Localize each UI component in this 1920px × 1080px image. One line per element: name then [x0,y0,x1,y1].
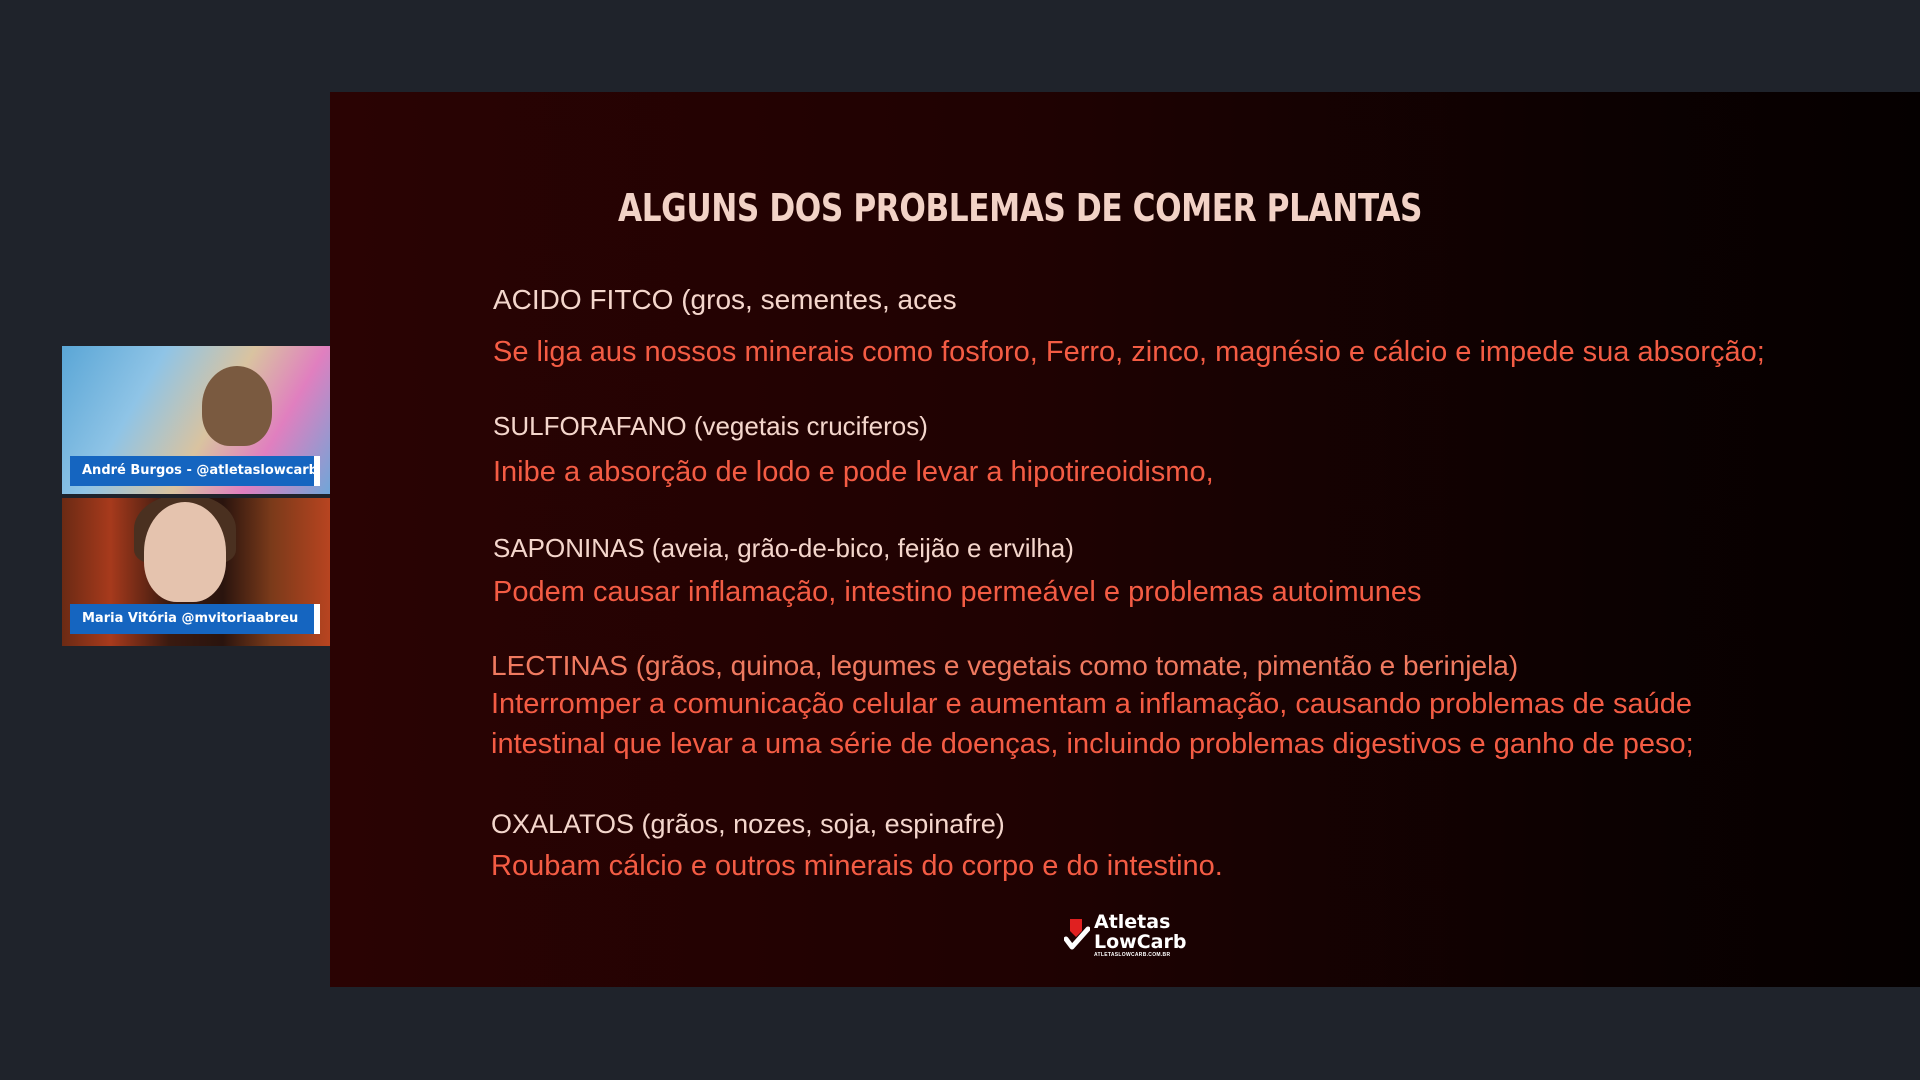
slide-item-sulforafano [493,408,1913,492]
slide-item-oxalatos [491,806,1911,886]
logo-line-1: Atletas [1094,911,1171,933]
slide-title: ALGUNS DOS PROBLEMAS DE COMER PLANTAS [618,186,1423,230]
logo-wordmark [1094,912,1186,958]
item-heading: SAPONINAS (aveia, grão-de-bico, feijão e ervilha) [493,533,1074,563]
logo-url: ATLETASLOWCARB.COM.BR [1094,952,1171,958]
item-heading: ACIDO FITCO (gros, sementes, aces [493,284,957,315]
item-heading: SULFORAFANO (vegetais cruciferos) [493,411,928,441]
participant-name-tag: Maria Vitória @mvitoriaabreu [70,604,314,634]
participant-video-2 [62,498,330,646]
item-description: Inibe a absorção de lodo e pode levar a hipotireoidismo, [493,456,1214,488]
camera-panel [62,346,330,648]
slide-item-saponinas [493,530,1913,612]
slide-item-lectinas [491,648,1911,764]
item-description: Se liga aus nossos minerais como fosforo, Ferro, zinco, magnésio e cálcio e impede sua absorção; [493,336,1765,368]
item-description: Roubam cálcio e outros minerais do corpo e do intestino. [491,850,1223,882]
item-description: Podem causar inflamação, intestino permeável e problemas autoimunes [493,576,1422,608]
atletas-lowcarb-logo [1064,912,1186,958]
slide-item-acido-fitico [493,282,1913,372]
item-heading: OXALATOS (grãos, nozes, soja, espinafre) [491,809,1005,839]
participant-name-tag: André Burgos - @atletaslowcarb [70,456,314,486]
item-heading: LECTINAS (grãos, quinoa, legumes e vegetais como tomate, pimentão e berinjela) [491,650,1519,681]
participant-video-1 [62,346,330,494]
item-description: Interromper a comunicação celular e aumentam a inflamação, causando problemas de saúde intestinal que levar a uma série de doenças, incluindo problemas digestivos e ganho de peso; [491,688,1694,760]
participant-silhouette [144,502,226,602]
checkmark-tag-icon [1064,917,1090,953]
logo-line-2: LowCarb [1094,931,1187,953]
presentation-slide [330,92,1920,987]
participant-silhouette [202,366,272,446]
